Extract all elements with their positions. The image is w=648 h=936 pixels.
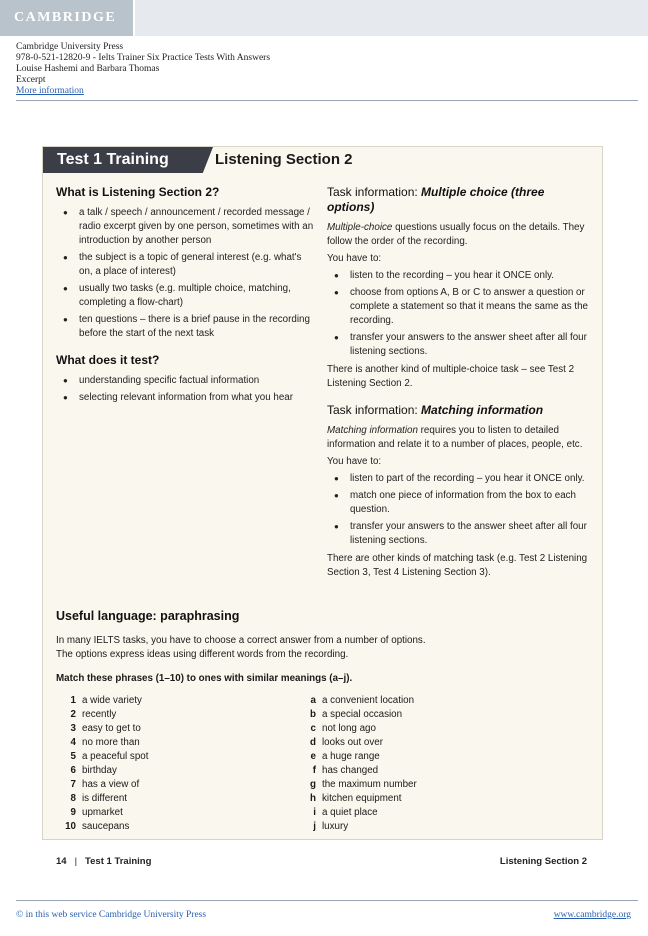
phrase-row xyxy=(56,722,296,736)
option-letter: a xyxy=(310,695,316,706)
mc-heading xyxy=(327,185,589,215)
phrase-number: 8 xyxy=(70,793,76,804)
phrase-text: a wide variety xyxy=(82,695,142,706)
phrase-text: a peaceful spot xyxy=(82,751,149,762)
option-letter: j xyxy=(313,821,316,832)
option-text: has changed xyxy=(322,765,379,776)
phrase-number: 4 xyxy=(70,737,76,748)
phrase-row xyxy=(56,694,296,708)
what-is-heading: What is Listening Section 2? xyxy=(56,185,220,199)
more-information-link[interactable]: More information xyxy=(16,86,84,96)
matching-heading xyxy=(327,403,589,418)
option-letter: f xyxy=(312,765,316,776)
list-item: ● transfer your answers to the answer sheet after all four listening sections. xyxy=(327,520,589,548)
phrase-row xyxy=(56,820,296,834)
option-row xyxy=(296,694,536,708)
option-row xyxy=(296,736,536,750)
option-row xyxy=(296,820,536,834)
list-item: ● a talk / speech / announcement / recorded message / radio excerpt given by one person, sometimes with an introduction by another person xyxy=(56,206,316,248)
book-metadata xyxy=(16,42,270,97)
phrase-row xyxy=(56,792,296,806)
useful-language xyxy=(56,609,586,692)
cambridge-logo: CAMBRIDGE xyxy=(0,0,133,36)
option-row xyxy=(296,708,536,722)
option-text: a special occasion xyxy=(322,709,403,720)
tests-list xyxy=(56,374,316,405)
left-column xyxy=(56,185,316,409)
option-letter: c xyxy=(310,723,316,734)
phrase-text: is different xyxy=(82,793,128,804)
footer-right-label: Listening Section 2 xyxy=(499,856,587,867)
phrase-row xyxy=(56,708,296,722)
option-text: a quiet place xyxy=(322,807,378,818)
option-text: kitchen equipment xyxy=(322,793,402,804)
list-item: ● match one piece of information from the box to each question. xyxy=(327,489,589,517)
phrase-text: recently xyxy=(82,709,117,720)
match-instruction: Match these phrases (1–10) to ones with similar meanings (a–j). xyxy=(56,673,353,684)
matching-intro xyxy=(327,424,589,452)
phrase-number: 1 xyxy=(70,695,76,706)
option-letter: g xyxy=(310,779,316,790)
option-letter: e xyxy=(310,751,316,762)
copyright-link[interactable]: © in this web service Cambridge University Press xyxy=(16,910,207,920)
option-text: luxury xyxy=(322,821,349,832)
option-text: looks out over xyxy=(322,737,383,748)
header-strip xyxy=(135,0,648,36)
phrase-number: 7 xyxy=(70,779,76,790)
what-is-list xyxy=(56,206,316,341)
matching-note: There are other kinds of matching task (e.g. Test 2 Listening Section 3, Test 4 Listening Section 3). xyxy=(327,553,588,578)
mc-you-have: You have to: xyxy=(327,253,382,264)
phrase-text: no more than xyxy=(82,737,140,748)
phrase-row xyxy=(56,778,296,792)
option-text: a convenient location xyxy=(322,695,415,706)
phrase-text: saucepans xyxy=(82,821,130,832)
list-item: ● transfer your answers to the answer sheet after all four listening sections. xyxy=(327,331,589,359)
option-row xyxy=(296,750,536,764)
useful-heading: Useful language: paraphrasing xyxy=(56,609,240,623)
phrase-text: birthday xyxy=(82,765,117,776)
option-text: not long ago xyxy=(322,723,376,734)
banner-label: Test 1 Training xyxy=(57,151,169,168)
phrase-number: 9 xyxy=(70,807,76,818)
option-letter: d xyxy=(310,737,316,748)
mc-intro-rest: questions usually focus on the details. They follow the order of the recording. xyxy=(327,222,585,247)
list-item: ● listen to the recording – you hear it ONCE only. xyxy=(327,269,589,283)
option-letter: b xyxy=(310,709,316,720)
phrase-number: 3 xyxy=(70,723,76,734)
page-number: 14 xyxy=(56,856,67,867)
option-row xyxy=(296,792,536,806)
footer-separator: | xyxy=(74,856,78,867)
right-column xyxy=(327,185,589,583)
matching-heading-title: Matching information xyxy=(421,403,544,417)
list-item: ● listen to part of the recording – you hear it ONCE only. xyxy=(327,472,589,486)
option-row xyxy=(296,778,536,792)
what-tests-heading: What does it test? xyxy=(56,353,160,367)
header-divider xyxy=(16,100,638,101)
useful-line-1: In many IELTS tasks, you have to choose a correct answer from a number of options. xyxy=(56,635,426,646)
phrase-number: 2 xyxy=(70,709,76,720)
isbn-title: 978-0-521-12820-9 - Ielts Trainer Six Practice Tests With Answers xyxy=(16,53,271,63)
option-letter: h xyxy=(310,793,316,804)
option-column xyxy=(296,694,536,834)
phrase-number: 6 xyxy=(70,765,76,776)
list-item: ● usually two tasks (e.g. multiple choice, matching, completing a flow-chart) xyxy=(56,282,316,310)
matching-intro-em: Matching information xyxy=(327,425,418,436)
phrase-number: 5 xyxy=(70,751,76,762)
footer-divider xyxy=(16,900,638,901)
option-text: the maximum number xyxy=(322,779,417,790)
list-item: ● choose from options A, B or C to answer a question or complete a statement so that it means the same as the recording. xyxy=(327,286,589,328)
useful-line-2: The options express ideas using different words from the recording. xyxy=(56,649,349,660)
mc-intro xyxy=(327,221,589,249)
matching-you-have: You have to: xyxy=(327,456,382,467)
list-item: ● understanding specific factual information xyxy=(56,374,316,388)
footer-left xyxy=(56,856,151,867)
mc-heading-title: Multiple choice (three options) xyxy=(327,185,545,214)
authors: Louise Hashemi and Barbara Thomas xyxy=(16,64,160,74)
matching-intro-rest: requires you to listen to detailed information and relate it to a number of places, people, etc. xyxy=(327,425,583,450)
phrase-row xyxy=(56,736,296,750)
phrase-row xyxy=(56,764,296,778)
list-item: ● ten questions – there is a brief pause in the recording before the start of the next task xyxy=(56,313,316,341)
publisher: Cambridge University Press xyxy=(16,42,124,52)
excerpt-label: Excerpt xyxy=(16,75,46,85)
option-row xyxy=(296,806,536,820)
matching-heading-prefix: Task information: xyxy=(327,403,418,417)
mc-heading-prefix: Task information: xyxy=(327,185,418,199)
phrase-text: easy to get to xyxy=(82,723,141,734)
phrase-number: 10 xyxy=(65,821,76,832)
option-text: a huge range xyxy=(322,751,380,762)
footer-left-label: Test 1 Training xyxy=(85,856,152,867)
page-panel xyxy=(42,146,603,840)
phrase-row xyxy=(56,750,296,764)
section-title: Listening Section 2 xyxy=(215,151,353,168)
phrase-text: upmarket xyxy=(82,807,123,818)
option-row xyxy=(296,764,536,778)
phrase-row xyxy=(56,806,296,820)
phrase-column xyxy=(56,694,296,834)
mc-note: There is another kind of multiple-choice task – see Test 2 Listening Section 2. xyxy=(327,364,575,389)
mc-list xyxy=(327,269,589,359)
phrase-text: has a view of xyxy=(82,779,140,790)
cambridge-website-link[interactable]: www.cambridge.org xyxy=(553,910,631,920)
list-item: ● selecting relevant information from what you hear xyxy=(56,391,316,405)
mc-intro-em: Multiple-choice xyxy=(327,222,393,233)
list-item: ● the subject is a topic of general interest (e.g. what's on, a place of interest) xyxy=(56,251,316,279)
option-letter: i xyxy=(313,807,316,818)
option-row xyxy=(296,722,536,736)
matching-list xyxy=(327,472,589,548)
